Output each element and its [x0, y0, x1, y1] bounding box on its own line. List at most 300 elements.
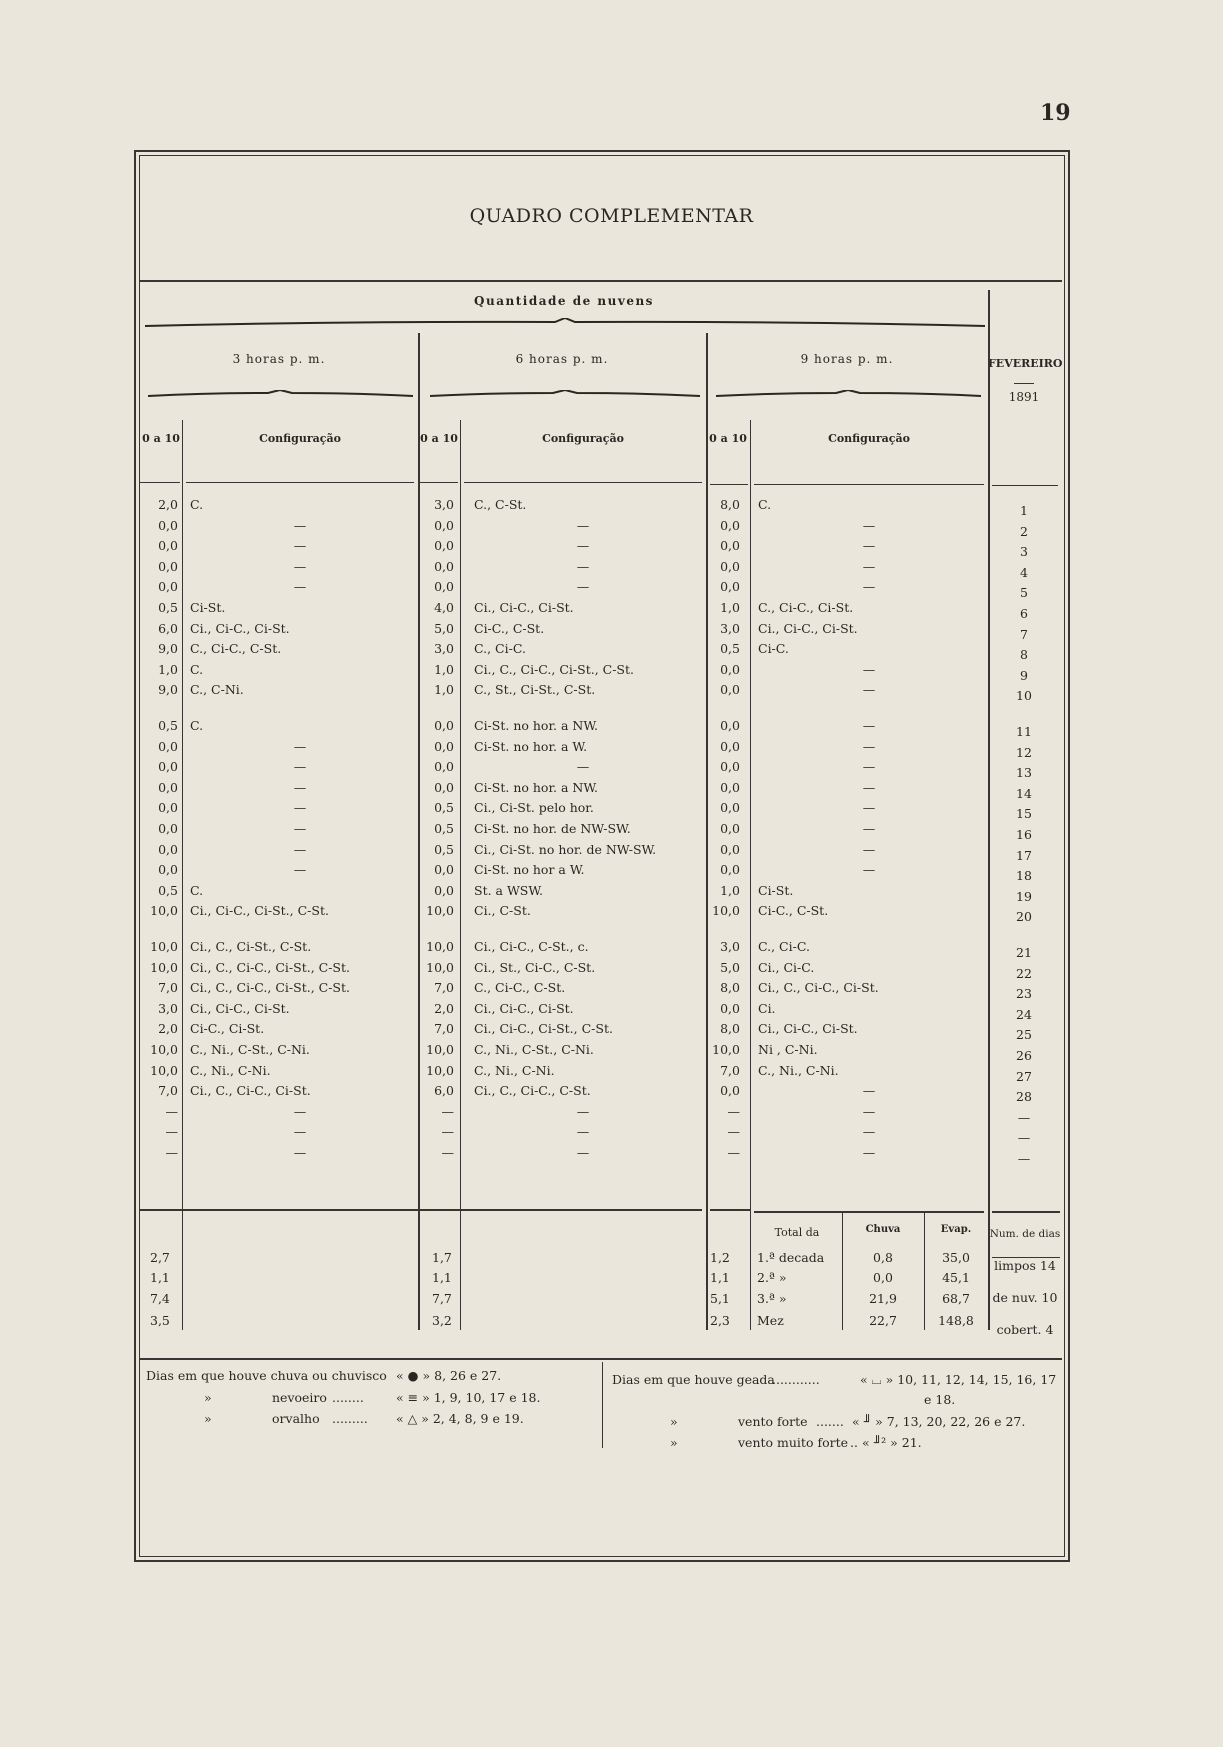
- footer-left-dots: .........: [332, 1411, 368, 1426]
- cloud-3pm-value: 2,0: [158, 1021, 178, 1036]
- cloud-3pm-value: 0,0: [158, 559, 178, 574]
- cloud-9pm-value: 0,0: [720, 739, 740, 754]
- day-number: 11: [1016, 724, 1032, 739]
- mean-3pm: 1,1: [150, 1270, 170, 1285]
- mean-6pm: 7,7: [432, 1291, 452, 1306]
- config-3pm: Ci., C., Ci-C., Ci-St., C-St.: [190, 960, 350, 975]
- config-3pm: —: [293, 518, 307, 533]
- config-9pm: C., Ci-C., Ci-St.: [758, 600, 854, 615]
- cloud-3pm-value: 9,0: [158, 682, 178, 697]
- group-header: Quantidade de nuvens: [474, 294, 654, 308]
- cloud-6pm-value: 5,0: [434, 621, 454, 636]
- config-3pm: —: [293, 862, 307, 877]
- config-9pm: C.: [758, 497, 772, 512]
- config-9pm: Ci., Ci-C., Ci-St.: [758, 1021, 858, 1036]
- config-3pm: Ci., C., Ci-C., Ci-St.: [190, 1083, 311, 1098]
- title-rule: [140, 280, 1062, 282]
- config-9pm: Ci., Ci-C., Ci-St.: [758, 621, 858, 636]
- cloud-3pm-value: 0,0: [158, 579, 178, 594]
- day-number: 26: [1016, 1048, 1032, 1063]
- day-number: 8: [1020, 647, 1028, 662]
- footer-right-dots: .......: [816, 1414, 844, 1429]
- config-9pm: C., Ni., C-Ni.: [758, 1063, 839, 1078]
- day-number: 14: [1016, 786, 1032, 801]
- head-rule: [710, 484, 748, 485]
- cloud-9pm-value: —: [727, 1124, 740, 1139]
- cloud-9pm-value: 0,0: [720, 842, 740, 857]
- cloud-9pm-value: —: [727, 1104, 740, 1119]
- config-9pm: —: [862, 538, 876, 553]
- config-3pm: Ci., C., Ci-St., C-St.: [190, 939, 312, 954]
- footer-right-label: Dias em que houve geada: [612, 1372, 775, 1387]
- day-number: 25: [1016, 1027, 1032, 1042]
- days-count: cobert. 4: [996, 1322, 1054, 1337]
- cloud-6pm-value: 10,0: [426, 960, 454, 975]
- config-3pm: Ci., Ci-C., Ci-St., C-St.: [190, 903, 329, 918]
- summary-rule: [140, 1209, 420, 1211]
- footer-left-dots: ........: [332, 1390, 364, 1405]
- cloud-3pm-value: 0,5: [158, 883, 178, 898]
- days-count: de nuv. 10: [992, 1290, 1058, 1305]
- cloud-3pm-value: 0,0: [158, 518, 178, 533]
- cloud-9pm-value: 0,0: [720, 1083, 740, 1098]
- config-6pm: C., Ci-C., C-St.: [474, 980, 566, 995]
- cloud-3pm-value: 1,0: [158, 662, 178, 677]
- cloud-9pm-value: 0,0: [720, 682, 740, 697]
- cloud-6pm-value: 0,5: [434, 842, 454, 857]
- cloud-9pm-value: 10,0: [712, 903, 740, 918]
- cloud-6pm-value: 2,0: [434, 1001, 454, 1016]
- cloud-3pm-value: 10,0: [150, 939, 178, 954]
- days-count: limpos 14: [994, 1258, 1056, 1273]
- config-9pm: C., Ci-C.: [758, 939, 810, 954]
- day-number: 6: [1020, 606, 1028, 621]
- scale-head-c: 0 a 10: [709, 432, 747, 445]
- config-6pm: Ci., Ci-C., C-St., c.: [474, 939, 589, 954]
- cloud-3pm-value: —: [165, 1124, 178, 1139]
- config-9pm: —: [862, 842, 876, 857]
- cloud-6pm-value: 0,0: [434, 780, 454, 795]
- evap-label: Evap.: [940, 1224, 972, 1235]
- mean-9pm: 1,2: [710, 1250, 730, 1265]
- cloud-6pm-value: 0,0: [434, 718, 454, 733]
- footer-left-label: »: [204, 1390, 212, 1405]
- config-3pm: C.: [190, 662, 204, 677]
- cloud-3pm-value: 0,0: [158, 842, 178, 857]
- footer-right-label: »: [670, 1414, 678, 1429]
- group-brace: [145, 318, 985, 324]
- day-number: 27: [1016, 1069, 1032, 1084]
- period-6pm: 6 horas p. m.: [515, 352, 609, 366]
- config-9pm: Ci., Ci-C.: [758, 960, 815, 975]
- footer-divider: [602, 1362, 603, 1448]
- evap-total: 35,0: [942, 1250, 970, 1265]
- scale-head-b: 0 a 10: [420, 432, 458, 445]
- cloud-6pm-value: 3,0: [434, 497, 454, 512]
- config-6pm: —: [576, 518, 590, 533]
- config-3pm: —: [293, 538, 307, 553]
- config-3pm: —: [293, 579, 307, 594]
- config-3pm: C., C-Ni.: [190, 682, 244, 697]
- cloud-6pm-value: 0,0: [434, 518, 454, 533]
- config-head-b: Configuração: [542, 432, 624, 445]
- config-3pm: Ci-C., Ci-St.: [190, 1021, 265, 1036]
- cloud-6pm-value: 0,0: [434, 759, 454, 774]
- evap-total: 45,1: [942, 1270, 970, 1285]
- config-6pm: —: [576, 759, 590, 774]
- day-number: 3: [1020, 544, 1028, 559]
- mean-3pm: 2,7: [150, 1250, 170, 1265]
- config-6pm: Ci-St. no hor. a NW.: [474, 718, 598, 733]
- period-9pm: 9 horas p. m.: [800, 352, 894, 366]
- config-6pm: Ci-C., C-St.: [474, 621, 545, 636]
- mean-6pm: 1,1: [432, 1270, 452, 1285]
- footer-right-value: e 18.: [924, 1392, 956, 1407]
- month-label: FEVEREIRO: [988, 357, 1063, 370]
- cloud-9pm-value: 0,0: [720, 559, 740, 574]
- scale-head-a: 0 a 10: [142, 432, 180, 445]
- day-number: 4: [1020, 565, 1028, 580]
- day-number: 9: [1020, 668, 1028, 683]
- summary-rule: [992, 1211, 1060, 1213]
- config-head-a: Configuração: [259, 432, 341, 445]
- cloud-3pm-value: 7,0: [158, 980, 178, 995]
- config-9pm: —: [862, 1145, 876, 1160]
- cloud-3pm-value: 0,0: [158, 800, 178, 815]
- footer-left-label: »: [204, 1411, 212, 1426]
- config-6pm: Ci-St. no hor. a NW.: [474, 780, 598, 795]
- config-9pm: —: [862, 1083, 876, 1098]
- head-rule: [464, 482, 702, 483]
- config-6pm: Ci., St., Ci-C., C-St.: [474, 960, 596, 975]
- evap-total: 68,7: [942, 1291, 970, 1306]
- cloud-6pm-value: —: [441, 1124, 454, 1139]
- footer-right-sub: vento muito forte: [738, 1435, 849, 1450]
- config-6pm: Ci., C-St.: [474, 903, 531, 918]
- config-6pm: —: [576, 559, 590, 574]
- cloud-9pm-value: 8,0: [720, 497, 740, 512]
- day-number: 22: [1016, 966, 1032, 981]
- footer-right-value: « ╜² » 21.: [862, 1435, 922, 1450]
- summary-rule: [710, 1209, 750, 1211]
- day-number: 28: [1016, 1089, 1032, 1104]
- cloud-6pm-value: 0,0: [434, 559, 454, 574]
- cloud-9pm-value: 5,0: [720, 960, 740, 975]
- config-6pm: Ci., C., Ci-C., C-St.: [474, 1083, 591, 1098]
- config-3pm: Ci-St.: [190, 600, 226, 615]
- day-number: 12: [1016, 745, 1032, 760]
- footer-right-value: « ╜ » 7, 13, 20, 22, 26 e 27.: [852, 1414, 1026, 1429]
- cloud-6pm-value: 7,0: [434, 1021, 454, 1036]
- config-9pm: —: [862, 759, 876, 774]
- config-3pm: Ci., Ci-C., Ci-St.: [190, 1001, 290, 1016]
- day-number: 16: [1016, 827, 1032, 842]
- day-number: 2: [1020, 524, 1028, 539]
- year-label: 1891: [1008, 390, 1040, 404]
- brace-6pm: [430, 390, 700, 396]
- config-6pm: —: [576, 579, 590, 594]
- config-6pm: C., Ni., C-St., C-Ni.: [474, 1042, 594, 1057]
- period-3pm: 3 horas p. m.: [232, 352, 326, 366]
- evap-total: 148,8: [938, 1313, 974, 1328]
- config-3pm: C.: [190, 718, 204, 733]
- footer-right-sub: vento forte: [738, 1414, 808, 1429]
- decade-label: Mez: [757, 1313, 784, 1328]
- numdias-label: Num. de dias: [989, 1228, 1061, 1240]
- head-rule: [186, 482, 414, 483]
- day-number: 5: [1020, 585, 1028, 600]
- config-9pm: —: [862, 518, 876, 533]
- cloud-6pm-value: —: [441, 1104, 454, 1119]
- day-number: —: [1017, 1151, 1031, 1166]
- mean-3pm: 3,5: [150, 1313, 170, 1328]
- cloud-9pm-value: 0,0: [720, 579, 740, 594]
- rain-total: 0,0: [873, 1270, 893, 1285]
- config-6pm: —: [576, 538, 590, 553]
- day-number: 24: [1016, 1007, 1032, 1022]
- cloud-9pm-value: 1,0: [720, 883, 740, 898]
- head-rule: [420, 482, 458, 483]
- cloud-3pm-value: 10,0: [150, 1063, 178, 1078]
- cloud-6pm-value: 0,5: [434, 800, 454, 815]
- config-6pm: Ci-St. no hor. de NW-SW.: [474, 821, 631, 836]
- cloud-6pm-value: 0,0: [434, 862, 454, 877]
- config-6pm: —: [576, 1104, 590, 1119]
- config-3pm: C., Ni., C-St., C-Ni.: [190, 1042, 310, 1057]
- decade-label: 3.ª »: [757, 1291, 787, 1306]
- chuva-label: Chuva: [865, 1224, 901, 1235]
- cloud-9pm-value: 0,0: [720, 718, 740, 733]
- config-9pm: Ci-St.: [758, 883, 794, 898]
- cloud-3pm-value: 2,0: [158, 497, 178, 512]
- footer-left-value: « ● » 8, 26 e 27.: [396, 1368, 502, 1383]
- config-9pm: —: [862, 1104, 876, 1119]
- config-3pm: —: [293, 780, 307, 795]
- brace-3pm: [148, 390, 413, 396]
- brace-9pm: [716, 390, 981, 396]
- total-label: Total da: [774, 1226, 820, 1239]
- config-3pm: —: [293, 1104, 307, 1119]
- config-6pm: Ci., Ci-C., Ci-St., C-St.: [474, 1021, 613, 1036]
- footer-right-label: »: [670, 1435, 678, 1450]
- footer-left-sub: orvalho: [272, 1411, 320, 1426]
- cloud-9pm-value: 8,0: [720, 1021, 740, 1036]
- decade-label: 1.ª decada: [757, 1250, 825, 1265]
- config-3pm: —: [293, 759, 307, 774]
- config-9pm: Ni , C-Ni.: [758, 1042, 818, 1057]
- cloud-3pm-value: 0,0: [158, 862, 178, 877]
- config-6pm: St. a WSW.: [474, 883, 544, 898]
- footer-right-dots: ............: [772, 1372, 820, 1387]
- summary-rule: [420, 1209, 702, 1211]
- cloud-9pm-value: 0,0: [720, 662, 740, 677]
- config-9pm: —: [862, 800, 876, 815]
- cloud-9pm-value: 0,0: [720, 780, 740, 795]
- cloud-6pm-value: 4,0: [434, 600, 454, 615]
- rain-total: 0,8: [873, 1250, 893, 1265]
- config-9pm: —: [862, 662, 876, 677]
- day-number: —: [1017, 1130, 1031, 1145]
- config-6pm: C., Ci-C.: [474, 641, 526, 656]
- day-number: 7: [1020, 627, 1028, 642]
- cloud-9pm-value: 10,0: [712, 1042, 740, 1057]
- config-9pm: Ci.: [758, 1001, 776, 1016]
- cloud-3pm-value: 0,0: [158, 739, 178, 754]
- head-rule: [140, 482, 180, 483]
- cloud-6pm-value: 0,5: [434, 821, 454, 836]
- cloud-9pm-value: 0,0: [720, 538, 740, 553]
- cloud-3pm-value: 0,0: [158, 821, 178, 836]
- config-3pm: C., Ci-C., C-St.: [190, 641, 282, 656]
- cloud-9pm-value: 0,0: [720, 518, 740, 533]
- cloud-6pm-value: 6,0: [434, 1083, 454, 1098]
- page-title: QUADRO COMPLEMENTAR: [469, 205, 754, 227]
- mean-9pm: 1,1: [710, 1270, 730, 1285]
- config-3pm: —: [293, 739, 307, 754]
- head-rule: [754, 484, 984, 485]
- config-head-c: Configuração: [828, 432, 910, 445]
- config-3pm: Ci., C., Ci-C., Ci-St., C-St.: [190, 980, 350, 995]
- day-number: 18: [1016, 868, 1032, 883]
- day-number: 20: [1016, 909, 1032, 924]
- rain-total: 21,9: [869, 1291, 897, 1306]
- cloud-9pm-value: 7,0: [720, 1063, 740, 1078]
- day-number: 13: [1016, 765, 1032, 780]
- cloud-3pm-value: 10,0: [150, 960, 178, 975]
- day-number: 23: [1016, 986, 1032, 1001]
- config-3pm: C., Ni., C-Ni.: [190, 1063, 271, 1078]
- footer-left-value: « △ » 2, 4, 8, 9 e 19.: [396, 1411, 524, 1426]
- summary-rule: [754, 1211, 984, 1213]
- month-rule: [1014, 383, 1034, 384]
- config-3pm: —: [293, 559, 307, 574]
- decade-label: 2.ª »: [757, 1270, 787, 1285]
- cloud-6pm-value: 1,0: [434, 662, 454, 677]
- day-number: 1: [1020, 503, 1028, 518]
- config-6pm: Ci., Ci-C., Ci-St.: [474, 600, 574, 615]
- config-6pm: Ci-St. no hor a W.: [474, 862, 585, 877]
- cloud-6pm-value: 10,0: [426, 939, 454, 954]
- footer-right-value: « ⌴ » 10, 11, 12, 14, 15, 16, 17: [860, 1372, 1057, 1387]
- mean-6pm: 1,7: [432, 1250, 452, 1265]
- cloud-9pm-value: —: [727, 1145, 740, 1160]
- config-9pm: Ci., C., Ci-C., Ci-St.: [758, 980, 879, 995]
- mean-6pm: 3,2: [432, 1313, 452, 1328]
- config-6pm: Ci., C., Ci-C., Ci-St., C-St.: [474, 662, 634, 677]
- config-3pm: —: [293, 800, 307, 815]
- cloud-3pm-value: 0,0: [158, 780, 178, 795]
- cloud-3pm-value: 0,0: [158, 759, 178, 774]
- day-number: 21: [1016, 945, 1032, 960]
- mean-3pm: 7,4: [150, 1291, 170, 1306]
- day-number: 15: [1016, 806, 1032, 821]
- config-9pm: —: [862, 579, 876, 594]
- footer-left-label: Dias em que houve chuva ou chuvisco: [146, 1368, 387, 1383]
- cloud-6pm-value: 0,0: [434, 538, 454, 553]
- page-number: 19: [1040, 100, 1071, 126]
- cloud-6pm-value: 10,0: [426, 1042, 454, 1057]
- cloud-6pm-value: 0,0: [434, 739, 454, 754]
- footer-left-sub: nevoeiro: [272, 1390, 327, 1405]
- cloud-9pm-value: 0,0: [720, 800, 740, 815]
- cloud-3pm-value: 0,5: [158, 600, 178, 615]
- cloud-3pm-value: 6,0: [158, 621, 178, 636]
- config-9pm: —: [862, 739, 876, 754]
- config-9pm: —: [862, 559, 876, 574]
- cloud-9pm-value: 0,5: [720, 641, 740, 656]
- config-6pm: C., St., Ci-St., C-St.: [474, 682, 596, 697]
- cloud-3pm-value: 0,0: [158, 538, 178, 553]
- cloud-9pm-value: 1,0: [720, 600, 740, 615]
- cloud-3pm-value: 0,5: [158, 718, 178, 733]
- cloud-9pm-value: 0,0: [720, 821, 740, 836]
- col-rule: [460, 420, 461, 1330]
- config-3pm: —: [293, 842, 307, 857]
- config-9pm: Ci-C.: [758, 641, 789, 656]
- cloud-3pm-value: —: [165, 1145, 178, 1160]
- config-3pm: Ci., Ci-C., Ci-St.: [190, 621, 290, 636]
- cloud-3pm-value: 3,0: [158, 1001, 178, 1016]
- footer-rule: [140, 1358, 1062, 1360]
- mean-9pm: 2,3: [710, 1313, 730, 1328]
- config-3pm: —: [293, 821, 307, 836]
- config-9pm: —: [862, 682, 876, 697]
- cloud-6pm-value: 10,0: [426, 903, 454, 918]
- config-6pm: C., C-St.: [474, 497, 527, 512]
- cloud-9pm-value: 0,0: [720, 862, 740, 877]
- cloud-3pm-value: 7,0: [158, 1083, 178, 1098]
- cloud-3pm-value: 10,0: [150, 903, 178, 918]
- cloud-9pm-value: 0,0: [720, 759, 740, 774]
- config-6pm: —: [576, 1124, 590, 1139]
- config-9pm: —: [862, 780, 876, 795]
- cloud-6pm-value: 7,0: [434, 980, 454, 995]
- cloud-9pm-value: 8,0: [720, 980, 740, 995]
- cloud-3pm-value: —: [165, 1104, 178, 1119]
- cloud-3pm-value: 9,0: [158, 641, 178, 656]
- cloud-9pm-value: 3,0: [720, 621, 740, 636]
- config-6pm: —: [576, 1145, 590, 1160]
- footer-left-value: « ≡ » 1, 9, 10, 17 e 18.: [396, 1390, 541, 1405]
- config-6pm: Ci., Ci-C., Ci-St.: [474, 1001, 574, 1016]
- rain-total: 22,7: [869, 1313, 897, 1328]
- config-3pm: C.: [190, 883, 204, 898]
- cloud-6pm-value: 0,0: [434, 883, 454, 898]
- config-6pm: Ci., Ci-St. pelo hor.: [474, 800, 594, 815]
- cloud-6pm-value: 3,0: [434, 641, 454, 656]
- config-3pm: —: [293, 1124, 307, 1139]
- cloud-6pm-value: —: [441, 1145, 454, 1160]
- cloud-9pm-value: 0,0: [720, 1001, 740, 1016]
- footer-right-dots: ..: [850, 1435, 858, 1450]
- config-9pm: Ci-C., C-St.: [758, 903, 829, 918]
- config-6pm: C., Ni., C-Ni.: [474, 1063, 555, 1078]
- head-rule: [992, 485, 1058, 486]
- day-number: 17: [1016, 848, 1032, 863]
- cloud-6pm-value: 1,0: [434, 682, 454, 697]
- day-number: 19: [1016, 889, 1032, 904]
- cloud-9pm-value: 3,0: [720, 939, 740, 954]
- config-9pm: —: [862, 718, 876, 733]
- config-3pm: —: [293, 1145, 307, 1160]
- config-6pm: Ci-St. no hor. a W.: [474, 739, 588, 754]
- config-9pm: —: [862, 862, 876, 877]
- config-6pm: Ci., Ci-St. no hor. de NW-SW.: [474, 842, 657, 857]
- day-number: —: [1017, 1110, 1031, 1125]
- cloud-6pm-value: 0,0: [434, 579, 454, 594]
- cloud-3pm-value: 10,0: [150, 1042, 178, 1057]
- day-number: 10: [1016, 688, 1032, 703]
